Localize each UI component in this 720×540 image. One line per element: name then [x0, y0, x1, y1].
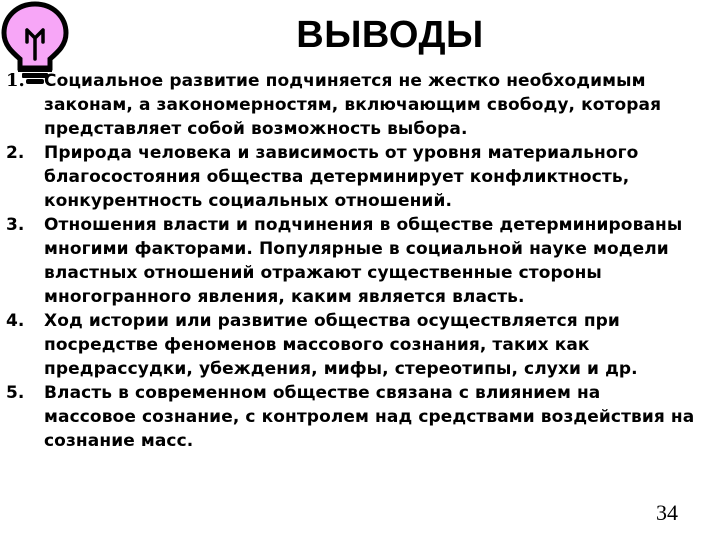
slide-title: ВЫВОДЫ [296, 14, 484, 56]
item-text: Природа человека и зависимость от уровня материального благосостояния общества детерминирует конфликтность, конкурентность социальных отношений. [44, 143, 639, 211]
list-item [6, 381, 696, 453]
page-number: 34 [656, 500, 678, 525]
item-number: 1. [6, 70, 25, 91]
item-number: 3. [6, 215, 25, 235]
list-item [6, 213, 696, 309]
item-number: 2. [6, 143, 25, 163]
item-text: Власть в современном обществе связана с влиянием на массовое сознание, с контролем над средствами воздействия на сознание масс. [44, 383, 695, 451]
conclusions-list [6, 69, 696, 453]
item-number: 4. [6, 311, 25, 331]
list-item [6, 309, 696, 381]
list-item [6, 69, 696, 141]
list-item [6, 141, 696, 213]
item-text: Отношения власти и подчинения в обществе детерминированы многими факторами. Популярные в социальной науке модели властных отношений отражают существенные стороны многогранного явления, каким является власть. [44, 215, 683, 307]
item-text: Ход истории или развитие общества осуществляется при посредстве феноменов массового сознания, таких как предрассудки, убеждения, мифы, стереотипы, слухи и др. [44, 311, 638, 379]
item-number: 5. [6, 383, 25, 403]
item-text: Социальное развитие подчиняется не жестко необходимым законам, а закономерностям, включающим свободу, которая представляет собой возможность выбора. [44, 71, 662, 139]
